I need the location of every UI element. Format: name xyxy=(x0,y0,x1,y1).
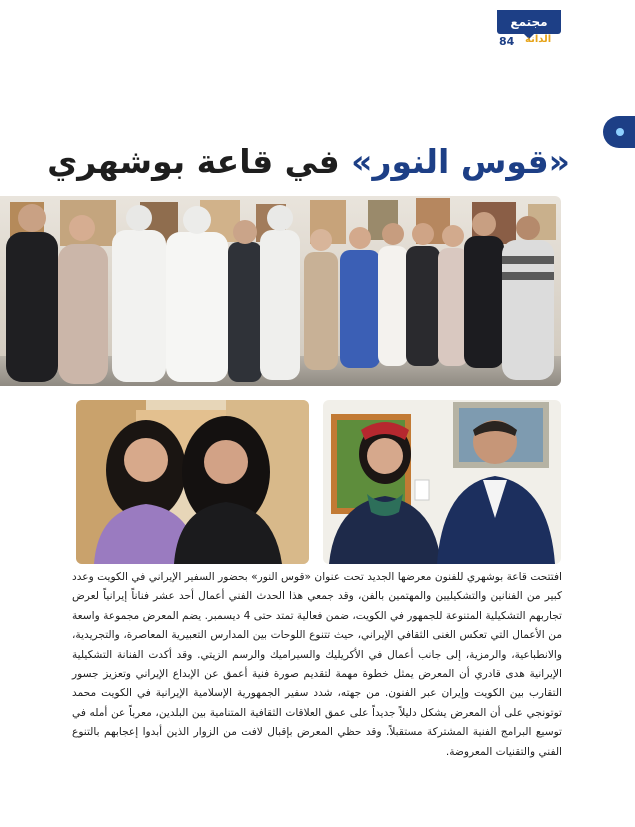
article-title xyxy=(47,140,570,184)
section-tag xyxy=(497,10,561,46)
group-photo xyxy=(0,196,561,386)
photo-ambassador xyxy=(323,400,561,564)
section-label: مجتمع xyxy=(497,10,561,34)
side-marker-dot xyxy=(616,128,624,136)
article-body: افتتحت قاعة بوشهري للفنون معرضها الجديد تحت عنوان «قوس النور» بحضور السفير الإيراني في الكويت وعدد كبير من الفنانين والتشكيليين والمهتمين بالفن، وقد جمعي هذا الحدث الفني أعمال أحد عشر فناناً إيرانياً لعرض تجاربهم التشكيلية المتنوعة للجمهور في الكويت، ضمن فعالية تمتد حتى 4 ديسمبر. يضم المعرض مجموعة واسعة من الأعمال التي تعكس الغنى الثقافي الإيراني، حيث تتنوع اللوحات بين المدارس التعبيرية المعاصرة، والتجريدية، والانطباعية، والرمزية، إلى جانب أعمال في الأكريليك والسيراميك والرسم الزيتي. وقد أكدت الفنانة التشكيلية الإيرانية هدى قادري أن المعرض يمثل خطوة مهمة لتقديم صورة فنية أعمق عن الإبداع الإيراني وتعزيز جسور التقارب بين الكويت وإيران عبر الفنون. من جهته، شدد سفير الجمهورية الإسلامية الإيرانية في الكويت محمد توتونجي على أن المعرض يشكل دليلاً جديداً على عمق العلاقات الثقافية المتنامية بين البلدين، معرباً عن أمله في توسيع البرامج الفنية المشتركة مستقبلاً. وقد حظي المعرض بإقبال لافت من الزوار الذين أبدوا إعجابهم بالتنوع الفني والتقنيات المعروضة. xyxy=(72,571,562,758)
magazine-logo: الدانة xyxy=(525,34,552,45)
page-number: 84 xyxy=(499,35,515,48)
photo-two-women xyxy=(76,400,309,564)
side-marker-icon xyxy=(603,116,635,148)
article-title-accent: «قوس النور» xyxy=(351,142,570,181)
article-title-rest: في قاعة بوشهري xyxy=(47,142,352,181)
